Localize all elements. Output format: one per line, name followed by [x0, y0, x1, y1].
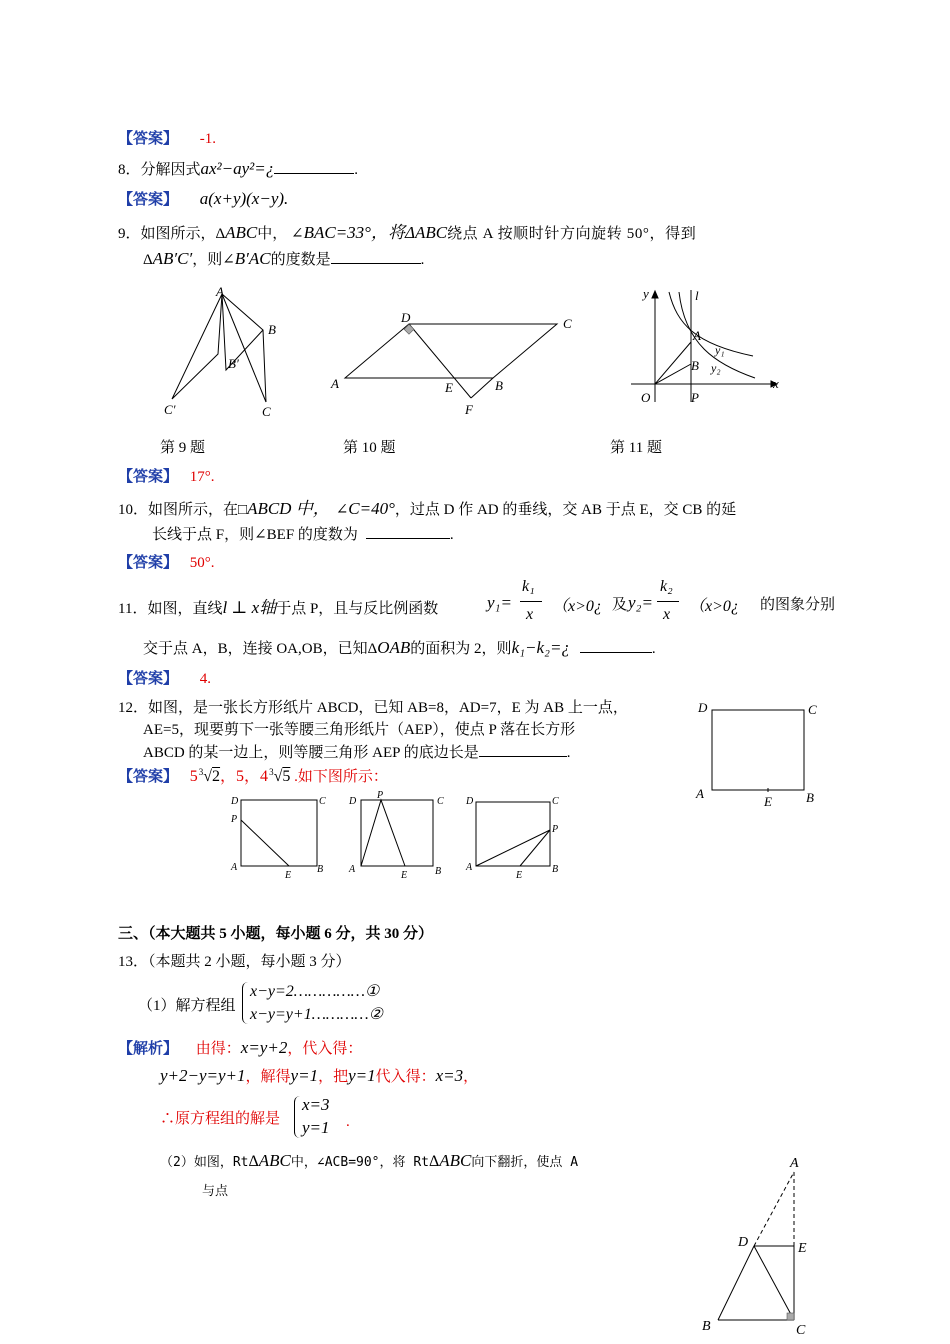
svg-text:E: E [764, 794, 772, 809]
svg-text:B: B [552, 864, 559, 875]
answer-10: 【答案】 50°. [118, 555, 215, 571]
question-11-line1: 11．如图，直线l ⊥ x轴于点 P，且与反比例函数 [118, 598, 439, 617]
svg-text:A: A [466, 862, 473, 873]
solution-13-line3: ∴原方程组的解是 [160, 1111, 281, 1127]
question-13-2-line2: 与点 [202, 1184, 229, 1199]
solution-x: x=3 [302, 1095, 330, 1114]
condition-2: （x>0¿ [689, 598, 739, 615]
svg-text:E: E [798, 1241, 807, 1256]
figure-10 [325, 310, 585, 420]
answer-label: 【答案】 [118, 131, 179, 147]
solution-brace [294, 1096, 301, 1138]
answer-9: 【答案】 17°. [118, 469, 215, 485]
svg-text:P: P [552, 824, 559, 835]
question-10-line2: 长线于点 F，则∠BEF 的度数为 . [152, 523, 454, 544]
answer-12: 【答案】 $5^3√2$，5，$4^3√5$ .如下图所示： [118, 767, 388, 785]
fraction-bar [520, 601, 542, 602]
svg-text:B: B [806, 790, 814, 805]
label-y2: y₂ [711, 361, 721, 375]
function-y1: y₁= [487, 593, 512, 612]
fraction-x: x [663, 606, 671, 623]
answer-label: 【答案】 [118, 192, 179, 208]
question-number: 8．分解因式 [118, 162, 201, 178]
label-y: y [643, 286, 649, 301]
answer-value: a(x+y)(x−y). [199, 189, 289, 208]
label-c: C [262, 404, 271, 419]
svg-text:D: D [738, 1235, 749, 1250]
label-b-prime: B′ [228, 356, 239, 371]
label-p: P [691, 390, 699, 404]
question-12-line1: 12．如图，是一张长方形纸片 ABCD，已知 AB=8，AD=7，E 为 AB 上一点， [118, 700, 628, 716]
svg-text:P: P [231, 814, 238, 825]
label-b: B [691, 358, 699, 373]
fraction-k1: k₁ [522, 578, 535, 595]
svg-text:E: E [516, 870, 523, 880]
svg-text:A: A [349, 864, 356, 875]
answer-blank [274, 159, 354, 174]
solution-13-line2: y+2−y=y+1，解得y=1，把y=1代入得：x=3， [160, 1066, 479, 1085]
fraction-k2: k₂ [660, 578, 673, 595]
answer-11: 【答案】 4. [118, 671, 212, 687]
triangle-ab-prime-c-prime [172, 294, 222, 399]
label-a: A [331, 376, 339, 391]
svg-text:E: E [285, 870, 292, 880]
question-12-line3: ABCD 的某一边上，则等腰三角形 AEP 的底边长是 . [143, 741, 570, 762]
equation-1: x−y=2……………① [250, 983, 380, 1000]
answer-blank [366, 524, 450, 539]
equation-2: x−y=y+1…………② [250, 1006, 383, 1023]
label-b: B [495, 378, 503, 393]
svg-text:D: D [231, 796, 239, 807]
svg-text:P: P [377, 790, 384, 801]
function-y2: y₂= [628, 593, 653, 612]
svg-text:B: B [435, 866, 442, 877]
svg-text:E: E [401, 870, 408, 880]
label-a: A [216, 284, 224, 299]
math-expression: ax²−ay²=¿ [200, 159, 275, 178]
fraction-bar [657, 601, 679, 602]
label-e: E [445, 380, 453, 395]
question-10-line1: 10．如图所示，在□ABCD 中， ∠C=40°，过点 D 作 AD 的垂线，交 AB 于点 E，交 CB 的延 [118, 499, 737, 518]
question-8: 8．分解因式ax²−ay²=¿ . [118, 159, 358, 178]
label-y1: y₁ [715, 343, 725, 357]
label-l: l [695, 288, 699, 303]
question-13-2-line1: （2）如图，RtΔABC中，∠ACB=90°，将 RtΔABC向下翻折，使点 A [160, 1151, 579, 1170]
svg-text:C: C [808, 702, 817, 717]
figure-9 [150, 282, 290, 422]
label-o: O [641, 390, 651, 404]
label-x: x [773, 376, 779, 391]
svg-text:D: D [466, 796, 474, 807]
label-a: A [693, 328, 701, 343]
svg-text:A: A [790, 1156, 799, 1171]
svg-text:C: C [319, 796, 326, 807]
label-d: D [401, 310, 411, 325]
question-9-line1: 9．如图所示，ΔABC中， ∠BAC=33°，将ΔABC绕点 A 按顺时针方向旋转 50°，得到 [118, 223, 697, 242]
question-13: 13．（本题共 2 小题，每小题 3 分） [118, 954, 351, 970]
equation-brace [242, 982, 249, 1024]
svg-text:B: B [702, 1319, 711, 1334]
answer-value: -1. [199, 131, 217, 147]
label-c-prime: C′ [164, 402, 176, 417]
svg-text:D: D [698, 700, 708, 715]
answer-7 [118, 127, 216, 148]
label-c: C [563, 316, 572, 331]
condition-1: （x>0¿ [552, 598, 602, 615]
caption-9: 第 9 题 [160, 440, 206, 456]
question-13-1-label: （1）解方程组 [138, 998, 236, 1014]
answer-figure-2 [343, 788, 453, 880]
solution-y: y=1 [302, 1118, 330, 1137]
question-11-line2: 交于点 A，B，连接 OA,OB，已知ΔOAB的面积为 2，则k₁−k₂=¿ . [143, 638, 656, 657]
svg-text:C: C [552, 796, 559, 807]
label-f: F [465, 402, 473, 417]
svg-text:B: B [317, 864, 324, 875]
answer-blank [331, 249, 421, 264]
answer-blank [580, 638, 652, 653]
caption-11: 第 11 题 [610, 440, 662, 456]
answer-blank [479, 742, 567, 757]
fraction-x: x [526, 606, 534, 623]
question-12-line2: AE=5，现要剪下一张等腰三角形纸片（AEP），使点 P 落在长方形 [143, 722, 576, 738]
svg-text:C: C [437, 796, 444, 807]
svg-text:D: D [349, 796, 357, 807]
figure-11 [625, 284, 785, 404]
answer-figure-1 [225, 790, 335, 880]
svg-text:A: A [231, 862, 238, 873]
figure-13-2 [696, 1150, 816, 1342]
question-9-line2: ΔAB′C′，则∠B′AC的度数是 . [143, 249, 425, 268]
answer-8 [118, 188, 288, 209]
figure-12 [690, 696, 830, 812]
caption-10: 第 10 题 [343, 440, 396, 456]
svg-text:A: A [696, 786, 704, 801]
section-3-heading: 三、（本大题共 5 小题，每小题 6 分，共 30 分） [118, 926, 434, 942]
solution-13-line1: 【解析】 由得：x=y+2，代入得： [118, 1038, 363, 1057]
svg-text:C: C [796, 1323, 806, 1338]
answer-figure-3 [460, 790, 570, 880]
label-b: B [268, 322, 276, 337]
